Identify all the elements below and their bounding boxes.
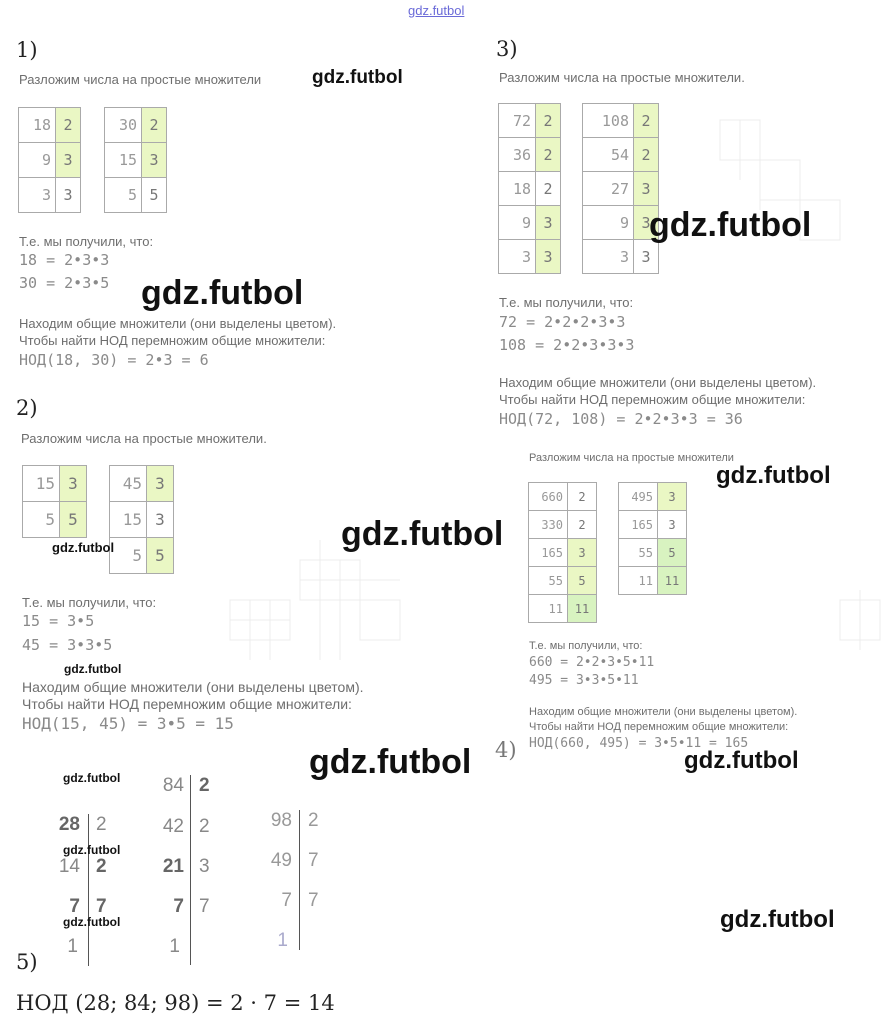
- tree-factor: 7: [199, 896, 210, 917]
- p2-eq1: 15 = 3•5: [22, 612, 95, 630]
- table-cell: 5: [142, 178, 167, 213]
- p5-gcd-result: НОД (28; 84; 98) = 2 · 7 = 14: [16, 991, 335, 1015]
- p2-multiply: Чтобы найти НОД перемножим общие множители:: [22, 696, 352, 712]
- table-cell: 55: [529, 567, 568, 595]
- p1-got: Т.е. мы получили, что:: [19, 234, 154, 249]
- p3-multiply: Чтобы найти НОД перемножим общие множители:: [499, 392, 806, 407]
- watermark: gdz.futbol: [649, 206, 812, 244]
- p1-factor-table-18: [18, 107, 81, 213]
- table-cell: 2: [142, 108, 167, 143]
- p4-factor-table-660: [528, 482, 597, 623]
- tree-number: 21: [162, 856, 184, 877]
- watermark: gdz.futbol: [64, 662, 122, 676]
- table-cell: 3: [658, 483, 687, 511]
- table-cell: 2: [634, 138, 659, 172]
- table-cell: 18: [499, 172, 536, 206]
- table-cell: 30: [105, 108, 142, 143]
- tree-number: 1: [67, 936, 78, 957]
- p1-intro: Разложим числа на простые множители: [19, 72, 262, 87]
- table-cell: 3: [634, 172, 659, 206]
- table-cell: 3: [634, 206, 659, 240]
- tree-factor: 2: [199, 816, 210, 837]
- watermark: gdz.futbol: [63, 771, 121, 785]
- table-cell: 9: [19, 143, 56, 178]
- table-cell: 3: [583, 240, 634, 274]
- divider-line: [190, 775, 191, 965]
- table-cell: 55: [619, 539, 658, 567]
- table-cell: 2: [634, 104, 659, 138]
- watermark: gdz.futbol: [52, 540, 115, 555]
- tree-number: 7: [281, 890, 292, 911]
- table-cell: 2: [56, 108, 81, 143]
- tree-number: 1: [169, 936, 180, 957]
- p4-factor-table-495: [618, 482, 687, 595]
- table-cell: 495: [619, 483, 658, 511]
- tree-number: 7: [173, 896, 184, 917]
- p4-gcd: НОД(660, 495) = 3•5•11 = 165: [529, 736, 749, 751]
- p4-got: Т.е. мы получили, что:: [529, 640, 643, 652]
- table-cell: 9: [583, 206, 634, 240]
- table-cell: 72: [499, 104, 536, 138]
- table-cell: 36: [499, 138, 536, 172]
- watermark: gdz.futbol: [716, 462, 831, 489]
- tree-factor: 7: [308, 850, 319, 871]
- p4-eq2: 495 = 3•3•5•11: [529, 673, 639, 688]
- p1-gcd: НОД(18, 30) = 2•3 = 6: [19, 351, 209, 369]
- table-cell: 2: [568, 511, 597, 539]
- tree-number: 14: [58, 856, 80, 877]
- problem-number-2: 2): [16, 396, 38, 420]
- watermark: gdz.futbol: [684, 747, 799, 774]
- table-cell: 3: [536, 240, 561, 274]
- table-cell: 27: [583, 172, 634, 206]
- watermark: gdz.futbol: [720, 906, 835, 933]
- table-cell: 5: [23, 502, 60, 538]
- table-cell: 11: [529, 595, 568, 623]
- p1-eq1: 18 = 2•3•3: [19, 251, 110, 269]
- p1-multiply: Чтобы найти НОД перемножим общие множители:: [19, 333, 326, 348]
- table-cell: 3: [142, 143, 167, 178]
- table-cell: 3: [536, 206, 561, 240]
- p2-got: Т.е. мы получили, что:: [22, 595, 157, 610]
- table-cell: 3: [56, 143, 81, 178]
- p3-intro: Разложим числа на простые множители.: [499, 70, 745, 85]
- problem-number-4: 4): [495, 738, 517, 762]
- table-cell: 2: [536, 138, 561, 172]
- table-cell: 54: [583, 138, 634, 172]
- tree-factor: 2: [308, 810, 319, 831]
- problem-number-3: 3): [496, 37, 518, 61]
- table-cell: 5: [658, 539, 687, 567]
- divider-line: [88, 814, 89, 966]
- table-cell: 11: [658, 567, 687, 595]
- table-cell: 18: [19, 108, 56, 143]
- table-cell: 165: [619, 511, 658, 539]
- watermark-top[interactable]: gdz.futbol: [408, 3, 465, 18]
- table-cell: 3: [56, 178, 81, 213]
- watermark: gdz.futbol: [141, 274, 304, 312]
- tree-factor: 2: [96, 856, 107, 877]
- p4-intro: Разложим числа на простые множители: [529, 452, 734, 464]
- p1-common: Находим общие множители (они выделены цветом).: [19, 316, 337, 331]
- table-cell: 2: [536, 172, 561, 206]
- watermark: gdz.futbol: [63, 843, 121, 857]
- tree-number: 7: [69, 896, 80, 917]
- table-cell: 3: [658, 511, 687, 539]
- p4-multiply: Чтобы найти НОД перемножим общие множители:: [529, 721, 789, 733]
- tree-factor: 3: [199, 856, 210, 877]
- watermark: gdz.futbol: [63, 915, 121, 929]
- tree-factor: 2: [199, 775, 210, 796]
- p1-factor-table-30: [104, 107, 167, 213]
- p3-common: Находим общие множители (они выделены цветом).: [499, 375, 817, 390]
- tree-factor: 2: [96, 814, 107, 835]
- p3-factor-table-108: [582, 103, 659, 274]
- table-cell: 660: [529, 483, 568, 511]
- tree-factor: 7: [308, 890, 319, 911]
- tree-number: 42: [162, 816, 184, 837]
- table-cell: 5: [568, 567, 597, 595]
- p1-eq2: 30 = 2•3•5: [19, 274, 110, 292]
- problem-number-5: 5): [16, 950, 38, 974]
- p2-factor-table-15: [22, 465, 87, 538]
- tree-number: 28: [58, 814, 80, 835]
- table-cell: 5: [60, 502, 87, 538]
- table-cell: 5: [147, 538, 174, 574]
- p2-intro: Разложим числа на простые множители.: [21, 431, 267, 446]
- tree-factor: 7: [96, 896, 107, 917]
- p3-eq2: 108 = 2•2•3•3•3: [499, 336, 635, 354]
- table-cell: 3: [147, 502, 174, 538]
- p3-factor-table-72: [498, 103, 561, 274]
- table-cell: 11: [619, 567, 658, 595]
- table-cell: 2: [536, 104, 561, 138]
- table-cell: 3: [60, 466, 87, 502]
- tree-number: 84: [162, 775, 184, 796]
- p2-gcd: НОД(15, 45) = 3•5 = 15: [22, 714, 234, 733]
- tree-number: 49: [270, 850, 292, 871]
- table-cell: 9: [499, 206, 536, 240]
- p2-eq2: 45 = 3•3•5: [22, 636, 113, 654]
- table-cell: 3: [634, 240, 659, 274]
- p2-common: Находим общие множители (они выделены цветом).: [22, 679, 364, 695]
- table-cell: 108: [583, 104, 634, 138]
- divider-line: [299, 810, 300, 950]
- table-cell: 3: [568, 539, 597, 567]
- p2-factor-table-45: [109, 465, 174, 574]
- p3-gcd: НОД(72, 108) = 2•2•3•3 = 36: [499, 410, 743, 428]
- table-cell: 5: [105, 178, 142, 213]
- table-cell: 11: [568, 595, 597, 623]
- table-cell: 45: [110, 466, 147, 502]
- table-cell: 5: [110, 538, 147, 574]
- p3-got: Т.е. мы получили, что:: [499, 295, 634, 310]
- tree-number: 98: [270, 810, 292, 831]
- p3-eq1: 72 = 2•2•2•3•3: [499, 313, 626, 331]
- tree-number: 1: [277, 930, 288, 951]
- watermark: gdz.futbol: [312, 67, 403, 88]
- table-cell: 15: [23, 466, 60, 502]
- table-cell: 3: [499, 240, 536, 274]
- watermark: gdz.futbol: [341, 515, 504, 553]
- p4-eq1: 660 = 2•2•3•5•11: [529, 655, 655, 670]
- watermark: gdz.futbol: [309, 743, 472, 781]
- table-cell: 2: [568, 483, 597, 511]
- table-cell: 330: [529, 511, 568, 539]
- table-cell: 165: [529, 539, 568, 567]
- problem-number-1: 1): [16, 38, 38, 62]
- table-cell: 3: [19, 178, 56, 213]
- p4-common: Находим общие множители (они выделены цветом).: [529, 706, 798, 718]
- table-cell: 3: [147, 466, 174, 502]
- table-cell: 15: [110, 502, 147, 538]
- table-cell: 15: [105, 143, 142, 178]
